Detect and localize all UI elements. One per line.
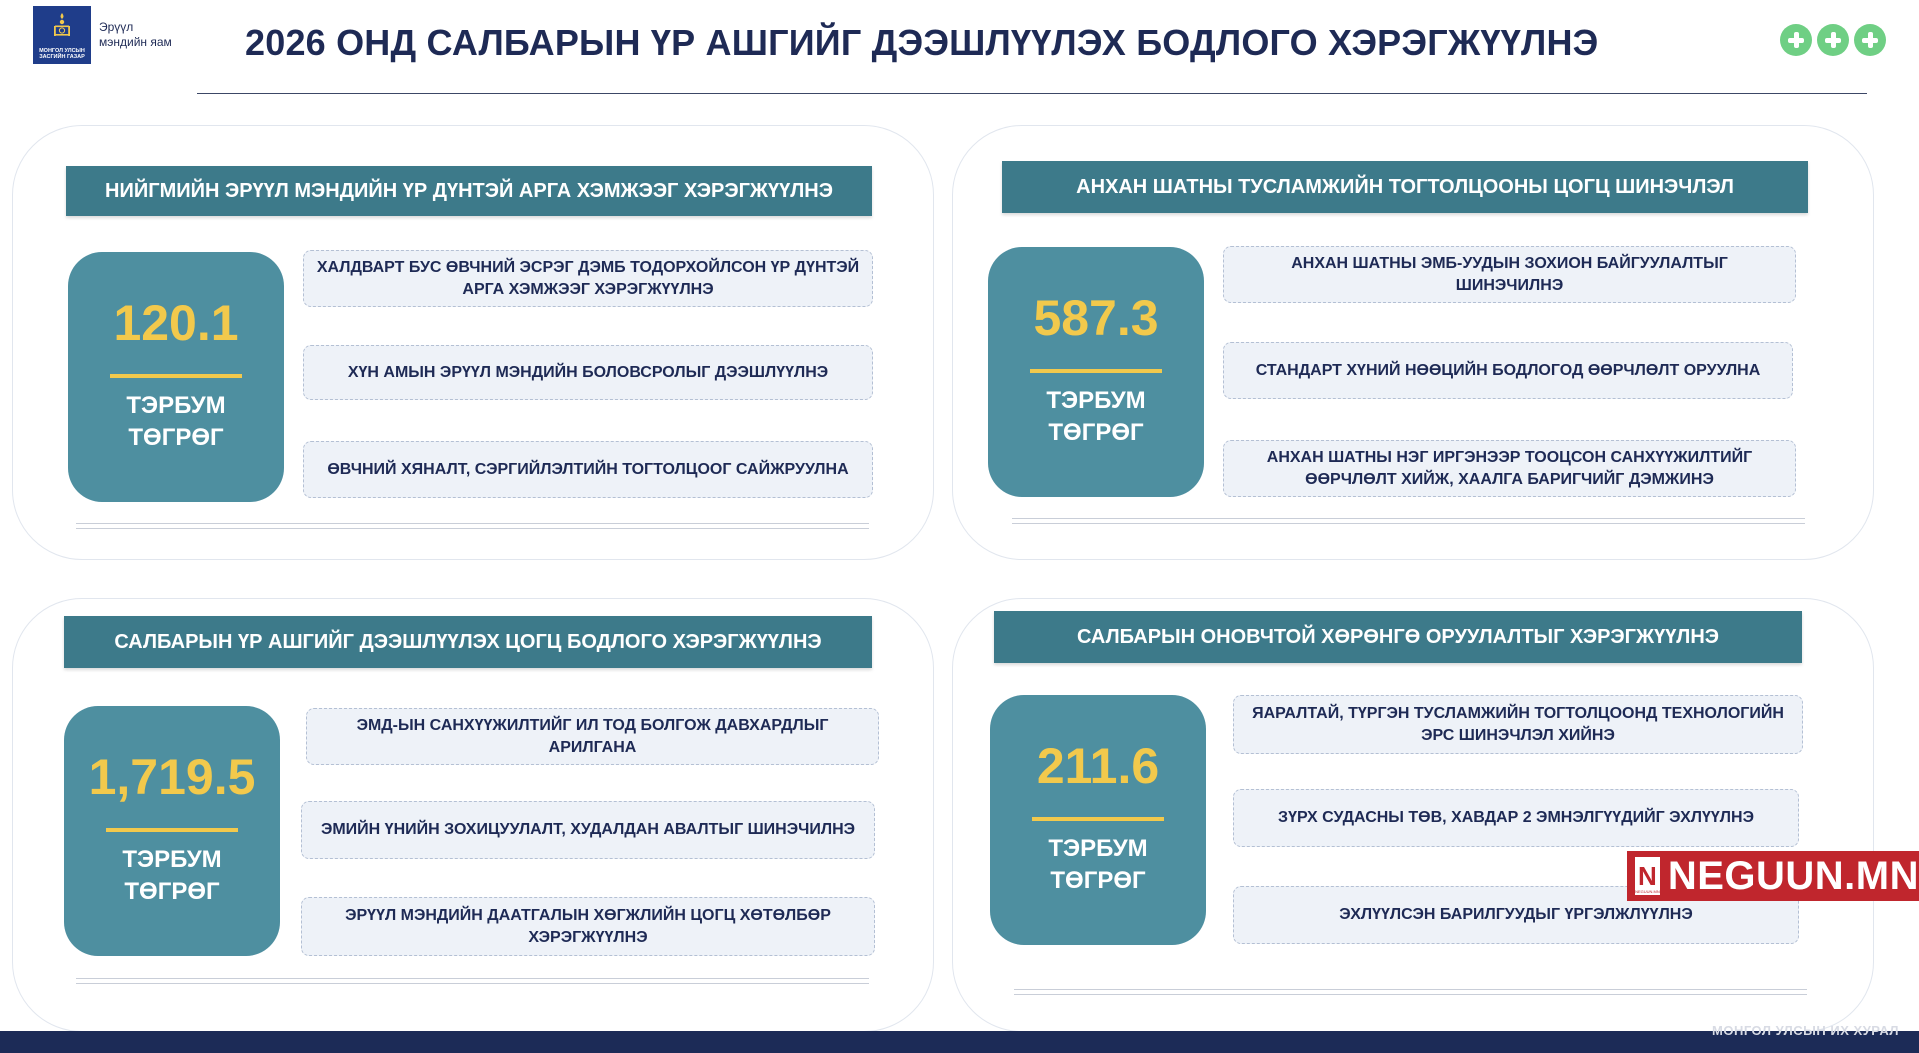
amount-underline: [1032, 817, 1164, 821]
amount-unit: [106, 390, 246, 454]
amount-underline: [106, 828, 238, 832]
card-title: САЛБАРЫН ОНОВЧТОЙ ХӨРӨНГӨ ОРУУЛАЛТЫГ ХЭРЭГЖҮҮЛНЭ: [994, 611, 1802, 663]
card-divider: [1014, 989, 1807, 995]
unit-line-1: ТЭРБУМ: [126, 392, 226, 419]
amount-value: 120.1: [113, 295, 239, 351]
card-title: НИЙГМИЙН ЭРҮҮЛ МЭНДИЙН ҮР ДҮНТЭЙ АРГА ХЭМЖЭЭГ ХЭРЭГЖҮҮЛНЭ: [66, 166, 872, 216]
action-item: ӨВЧНИЙ ХЯНАЛТ, СЭРГИЙЛЭЛТИЙН ТОГТОЛЦООГ САЙЖРУУЛНА: [303, 441, 873, 498]
action-item: АНХАН ШАТНЫ ЭМБ-УУДЫН ЗОХИОН БАЙГУУЛАЛТЫГ ШИНЭЧИЛНЭ: [1223, 246, 1796, 303]
unit-line-2: ТӨГРӨГ: [128, 424, 224, 451]
amount-value: 587.3: [1033, 290, 1159, 346]
amount-unit: [1026, 385, 1166, 449]
amount-box: [988, 247, 1204, 497]
soyombo-icon: [52, 12, 72, 38]
unit-line-1: ТЭРБУМ: [1046, 387, 1146, 414]
amount-underline: [110, 374, 242, 378]
neguun-watermark: [1627, 851, 1919, 901]
unit-line-1: ТЭРБУМ: [1048, 835, 1148, 862]
neguun-logo-letter: N: [1638, 860, 1657, 891]
amount-underline: [1030, 369, 1162, 373]
footer-bar: [0, 1031, 1919, 1053]
plus-circle-icon: [1854, 24, 1886, 56]
action-item: ЯАРАЛТАЙ, ТҮРГЭН ТУСЛАМЖИЙН ТОГТОЛЦООНД ТЕХНОЛОГИЙН ЭРС ШИНЭЧЛЭЛ ХИЙНЭ: [1233, 695, 1803, 754]
plus-icons-group: [1780, 24, 1886, 56]
plus-circle-icon: [1780, 24, 1812, 56]
unit-line-2: ТӨГРӨГ: [1048, 419, 1144, 446]
card-divider: [76, 523, 869, 529]
action-item: ЭХЛҮҮЛСЭН БАРИЛГУУДЫГ ҮРГЭЛЖЛҮҮЛНЭ: [1233, 886, 1799, 944]
plus-circle-icon: [1817, 24, 1849, 56]
amount-box: [64, 706, 280, 956]
action-item: ЭМД-ЫН САНХҮҮЖИЛТИЙГ ИЛ ТОД БОЛГОЖ ДАВХАРДЛЫГ АРИЛГАНА: [306, 708, 879, 765]
amount-unit: [1028, 833, 1168, 897]
action-item: ЗҮРХ СУДАСНЫ ТӨВ, ХАВДАР 2 ЭМНЭЛГҮҮДИЙГ ЭХЛҮҮЛНЭ: [1233, 789, 1799, 847]
emblem-icon: [33, 6, 91, 64]
unit-line-2: ТӨГРӨГ: [1050, 867, 1146, 894]
action-item: СТАНДАРТ ХҮНИЙ НӨӨЦИЙН БОДЛОГОД ӨӨРЧЛӨЛТ ОРУУЛНА: [1223, 342, 1793, 399]
card-divider: [1012, 518, 1805, 524]
ministry-line-1: Эрүүл: [99, 20, 134, 34]
action-item: ХАЛДВАРТ БУС ӨВЧНИЙ ЭСРЭГ ДЭМБ ТОДОРХОЙЛСОН ҮР ДҮНТЭЙ АРГА ХЭМЖЭЭГ ХЭРЭГЖҮҮЛНЭ: [303, 250, 873, 307]
action-item: ХҮН АМЫН ЭРҮҮЛ МЭНДИЙН БОЛОВСРОЛЫГ ДЭЭШЛҮҮЛНЭ: [303, 345, 873, 400]
watermark-text: NEGUUN.MN: [1667, 853, 1919, 898]
amount-value: 211.6: [1036, 738, 1160, 794]
card-title: АНХАН ШАТНЫ ТУСЛАМЖИЙН ТОГТОЛЦООНЫ ЦОГЦ ШИНЭЧЛЭЛ: [1002, 161, 1808, 213]
action-item: ЭМИЙН ҮНИЙН ЗОХИЦУУЛАЛТ, ХУДАЛДАН АВАЛТЫГ ШИНЭЧИЛНЭ: [301, 801, 875, 859]
ministry-name: [99, 20, 172, 50]
action-item: ЭРҮҮЛ МЭНДИЙН ДААТГАЛЫН ХӨГЖЛИЙН ЦОГЦ ХӨТӨЛБӨР ХЭРЭГЖҮҮЛНЭ: [301, 897, 875, 956]
card-title: САЛБАРЫН ҮР АШГИЙГ ДЭЭШЛҮҮЛЭХ ЦОГЦ БОДЛОГО ХЭРЭГЖҮҮЛНЭ: [64, 616, 872, 668]
footer-text: МОНГОЛ УЛСЫН ИХ ХУРАЛ: [1712, 1023, 1899, 1038]
unit-line-2: ТӨГРӨГ: [124, 878, 220, 905]
emblem-text: МОНГОЛ УЛСЫН ЗАСГИЙН ГАЗАР: [39, 48, 85, 60]
card-divider: [76, 978, 869, 984]
amount-box: [990, 695, 1206, 945]
page-title: 2026 ОНД САЛБАРЫН ҮР АШГИЙГ ДЭЭШЛҮҮЛЭХ БОДЛОГО ХЭРЭГЖҮҮЛНЭ: [245, 22, 1599, 63]
action-item: АНХАН ШАТНЫ НЭГ ИРГЭНЭЭР ТООЦСОН САНХҮҮЖИЛТИЙГ ӨӨРЧЛӨЛТ ХИЙЖ, ХААЛГА БАРИГЧИЙГ ДЭМЖИНЭ: [1223, 440, 1796, 497]
government-logo: [33, 6, 172, 64]
neguun-logo-icon: [1635, 857, 1660, 895]
amount-value: 1,719.5: [88, 749, 256, 805]
ministry-line-2: мэндийн яам: [99, 35, 172, 49]
neguun-logo-text: NEGUUN.MN: [1635, 889, 1660, 894]
header-divider: [197, 93, 1867, 94]
amount-unit: [102, 844, 242, 908]
amount-box: [68, 252, 284, 502]
unit-line-1: ТЭРБУМ: [122, 846, 222, 873]
